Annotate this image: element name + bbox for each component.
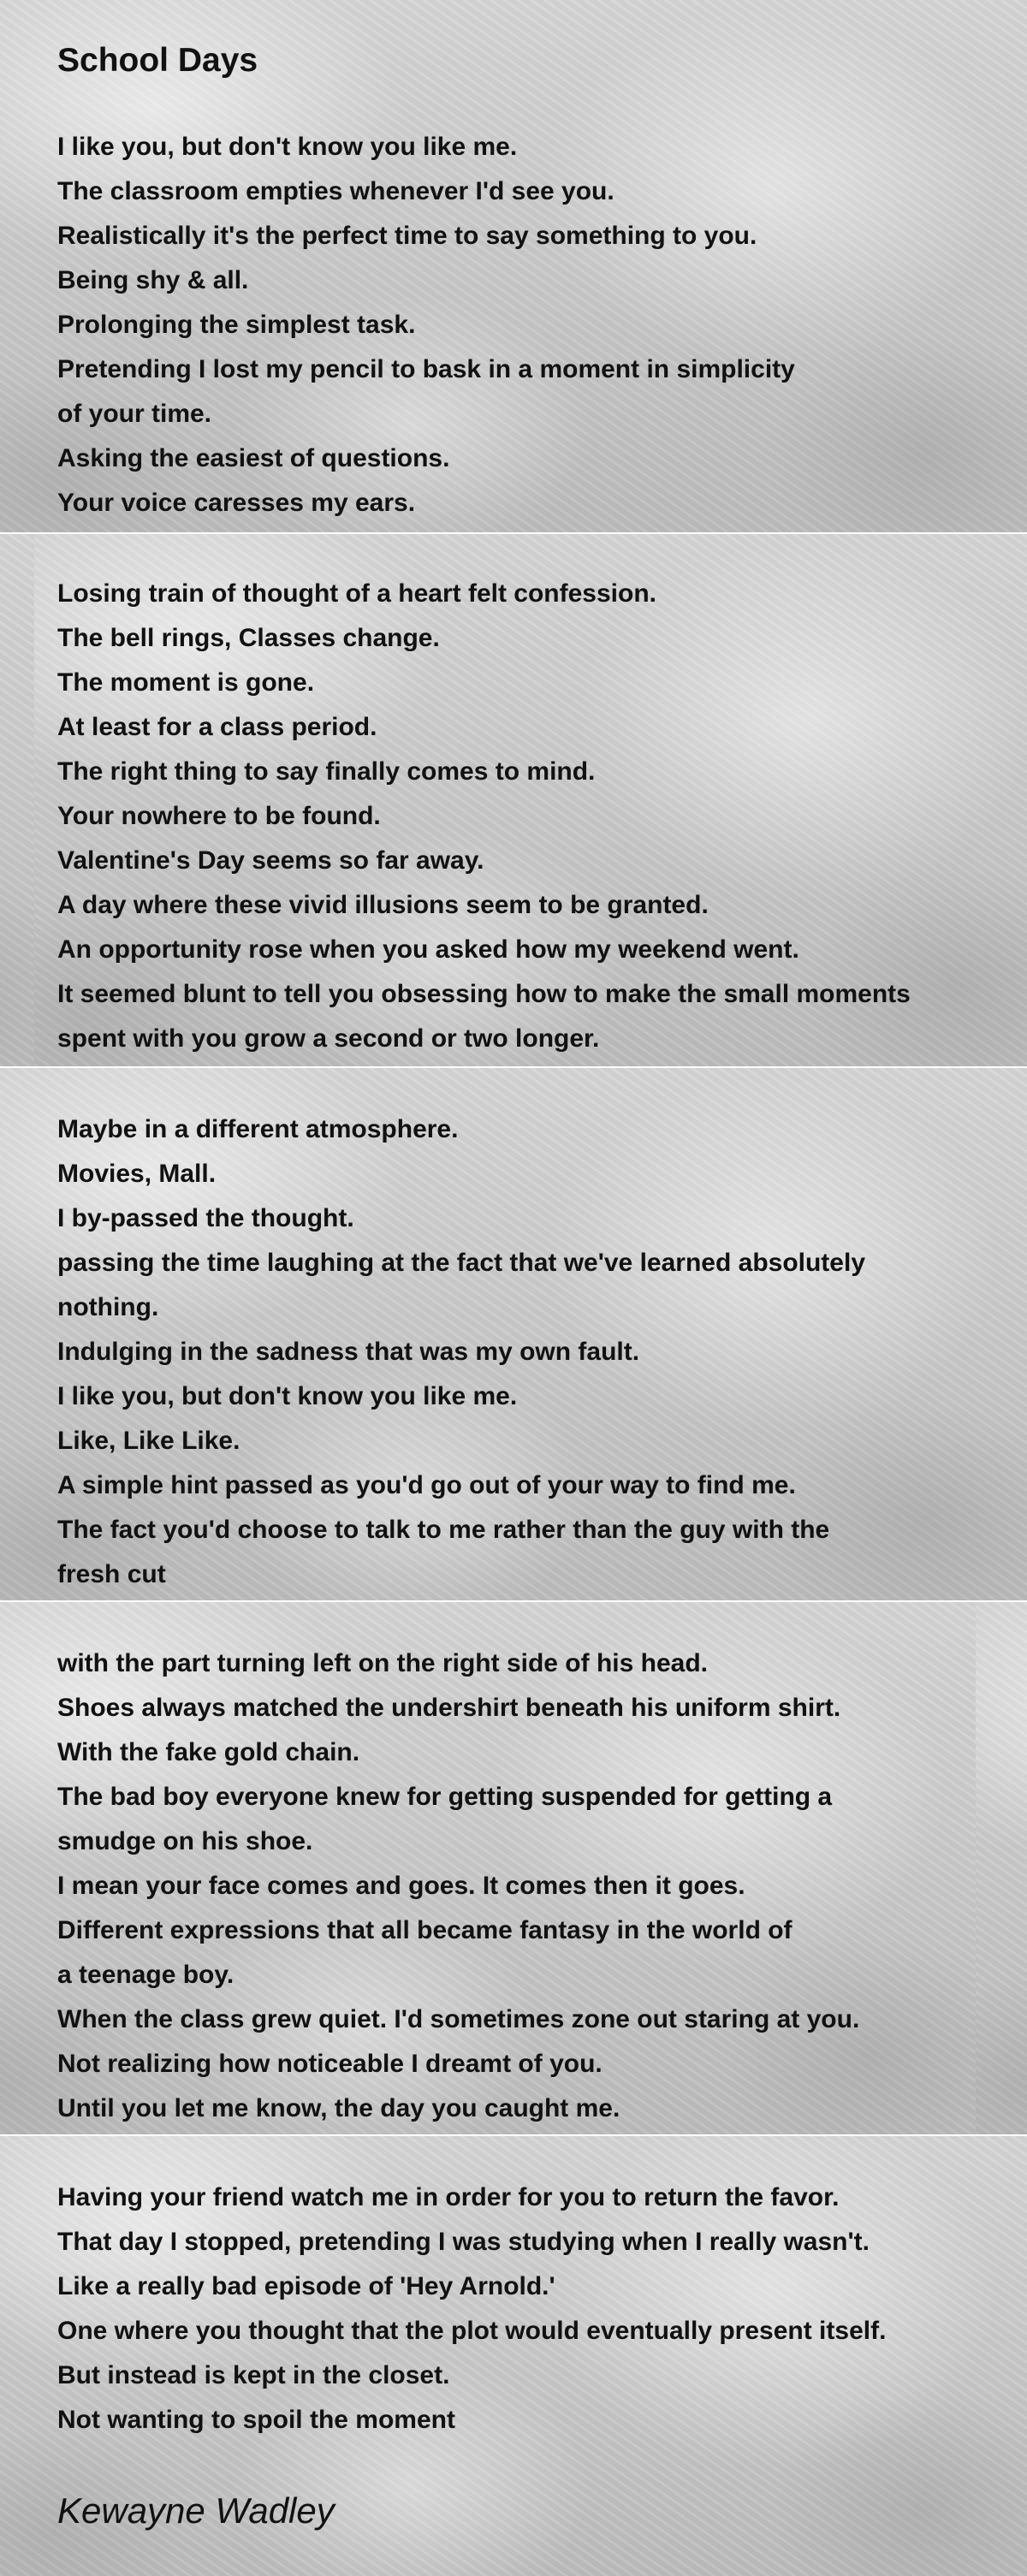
poem-line: Like a really bad episode of 'Hey Arnold.' xyxy=(57,2272,555,2300)
poem-line: Your nowhere to be found. xyxy=(57,802,381,830)
poem-line: Indulging in the sadness that was my own fault. xyxy=(57,1338,640,1366)
stanza-4 xyxy=(57,1641,1001,2131)
poem-line: Maybe in a different atmosphere. xyxy=(57,1115,459,1143)
poem-line: Having your friend watch me in order for you to return the favor. xyxy=(57,2183,840,2211)
poem-line: That day I stopped, pretending I was studying when I really wasn't. xyxy=(57,2228,870,2256)
poem-line: with the part turning left on the right side of his head. xyxy=(57,1649,708,1677)
poem-line: I mean your face comes and goes. It comes then it goes. xyxy=(57,1872,745,1900)
poem-line: Prolonging the simplest task. xyxy=(57,311,416,339)
poem-line: Pretending I lost my pencil to bask in a moment in simplicity xyxy=(57,355,795,383)
poem-line: Movies, Mall. xyxy=(57,1160,217,1188)
poem-line: The classroom empties whenever I'd see you. xyxy=(57,177,614,205)
poem-line: When the class grew quiet. I'd sometimes zone out staring at you. xyxy=(57,2005,860,2033)
stanza-2 xyxy=(57,572,1001,1061)
poem-line: Not realizing how noticeable I dreamt of you. xyxy=(57,2050,603,2078)
poem-line: An opportunity rose when you asked how my weekend went. xyxy=(57,935,799,964)
poem-line: The fact you'd choose to talk to me rather than the guy with the xyxy=(57,1516,830,1544)
poem-line: I like you, but don't know you like me. xyxy=(57,1382,518,1410)
stanza-1 xyxy=(57,125,1001,525)
poem-line: Losing train of thought of a heart felt confession. xyxy=(57,579,656,608)
poem-line: With the fake gold chain. xyxy=(57,1738,360,1766)
stanza-5 xyxy=(57,2175,1001,2442)
poem-line: nothing. xyxy=(57,1293,159,1321)
poem-line: The moment is gone. xyxy=(57,668,315,697)
poem-line: The bell rings, Classes change. xyxy=(57,624,440,652)
poem-line: One where you thought that the plot would eventually present itself. xyxy=(57,2317,887,2345)
poem-line: Shoes always matched the undershirt beneath his uniform shirt. xyxy=(57,1694,841,1722)
poem-line: Different expressions that all became fantasy in the world of xyxy=(57,1916,793,1944)
poem-author: Kewayne Wadley xyxy=(57,2490,335,2531)
poem-line: A day where these vivid illusions seem to be granted. xyxy=(57,891,709,919)
poem-line: A simple hint passed as you'd go out of your way to find me. xyxy=(57,1471,796,1499)
poem-line: Like, Like Like. xyxy=(57,1427,240,1455)
poem-line: Being shy & all. xyxy=(57,266,249,294)
poem-line: But instead is kept in the closet. xyxy=(57,2361,450,2389)
poem-line: Not wanting to spoil the moment xyxy=(57,2406,455,2434)
poem-title: School Days xyxy=(57,42,258,79)
poem-line: of your time. xyxy=(57,400,212,428)
poem-line: spent with you grow a second or two longer. xyxy=(57,1024,600,1053)
stanza-3 xyxy=(57,1107,1001,1597)
poem-line: I by-passed the thought. xyxy=(57,1204,354,1232)
poem-line: The bad boy everyone knew for getting suspended for getting a xyxy=(57,1783,833,1811)
poem-line: At least for a class period. xyxy=(57,713,377,741)
poem-line: I like you, but don't know you like me. xyxy=(57,133,518,161)
poem-line: Until you let me know, the day you caught me. xyxy=(57,2094,620,2122)
poem-line: Realistically it's the perfect time to say something to you. xyxy=(57,222,757,250)
poem-line: smudge on his shoe. xyxy=(57,1827,313,1855)
poem-line: Asking the easiest of questions. xyxy=(57,444,450,472)
poem-line: Your voice caresses my ears. xyxy=(57,489,416,517)
poem-line: Valentine's Day seems so far away. xyxy=(57,846,484,875)
poem-line: The right thing to say finally comes to mind. xyxy=(57,757,596,786)
poem-line: passing the time laughing at the fact that we've learned absolutely xyxy=(57,1249,866,1277)
poem-line: It seemed blunt to tell you obsessing how to make the small moments xyxy=(57,980,911,1008)
poem-line: a teenage boy. xyxy=(57,1961,234,1989)
poem-line: fresh cut xyxy=(57,1560,166,1588)
